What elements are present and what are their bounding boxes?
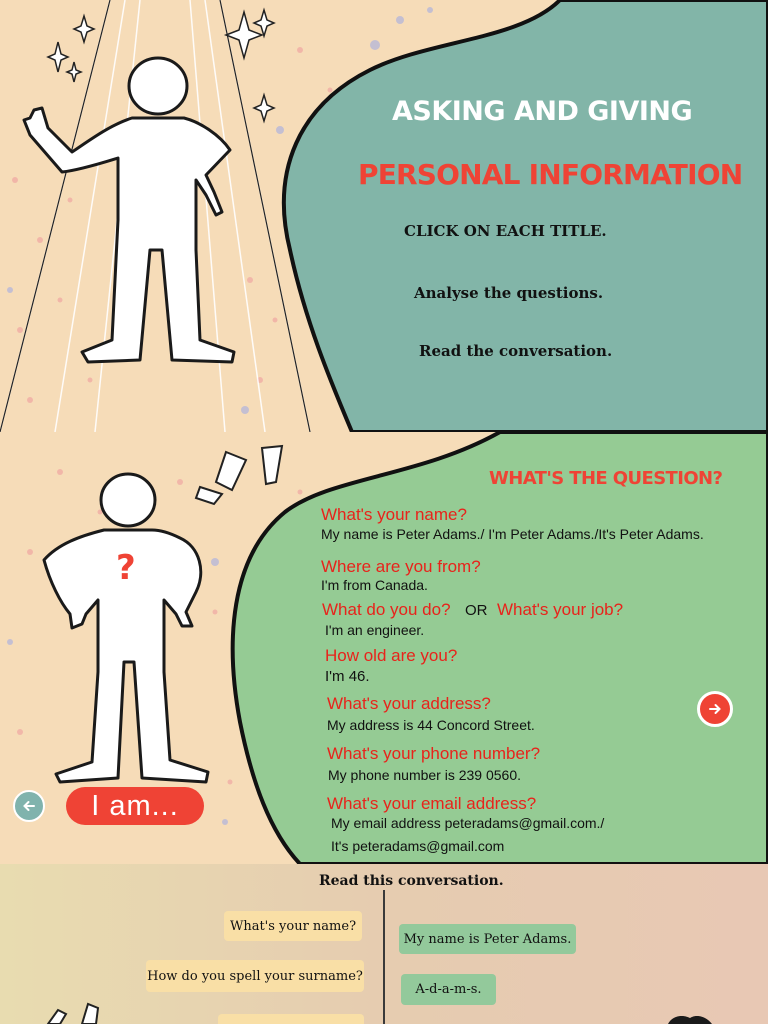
question-from: Where are you from?: [321, 557, 481, 576]
chat-bubble-left-2: How do you spell your surname?: [146, 960, 364, 992]
answer-name: My name is Peter Adams./ I'm Peter Adams./It's Peter Adams.: [321, 526, 704, 542]
question-age: How old are you?: [325, 646, 458, 665]
chat-bubble-right-2: A-d-a-m-s.: [401, 974, 496, 1005]
question-email: What's your email address?: [327, 794, 537, 813]
chat-bubble-left-1: What's your name?: [224, 911, 362, 941]
chat-bubble-left-3: [218, 1014, 364, 1024]
conversation-title: Read this conversation.: [319, 873, 504, 889]
answer-from: I'm from Canada.: [321, 577, 428, 593]
confused-person-figure: [44, 474, 208, 782]
link-analyse-questions[interactable]: Analyse the questions.: [414, 284, 604, 302]
link-read-conversation[interactable]: Read the conversation.: [419, 342, 613, 360]
question-mark-label: ?: [116, 548, 136, 588]
answer-email-alt: It's peteradams@gmail.com: [331, 838, 505, 854]
instruction-click-title[interactable]: CLICK ON EACH TITLE.: [404, 222, 607, 240]
answer-job: I'm an engineer.: [325, 622, 425, 638]
question-address: What's your address?: [327, 694, 491, 713]
back-button[interactable]: [13, 790, 45, 822]
question-phone: What's your phone number?: [327, 744, 541, 763]
question-name: What's your name?: [321, 505, 467, 524]
whats-the-question-heading: WHAT'S THE QUESTION?: [489, 468, 723, 489]
chat-bubble-right-1: My name is Peter Adams.: [399, 924, 576, 954]
question-job: What's your job?: [497, 600, 624, 619]
arrow-left-icon: [21, 798, 37, 814]
arrow-right-icon: [707, 701, 723, 717]
slide-intro-background: [0, 0, 768, 432]
i-am-button[interactable]: I am...: [66, 787, 204, 825]
slide-intro: [0, 0, 768, 432]
exclamation-strokes-icon: [196, 446, 282, 504]
answer-age: I'm 46.: [325, 668, 370, 685]
title-personal-information[interactable]: PERSONAL INFORMATION: [358, 158, 743, 191]
or-label: OR: [465, 602, 488, 619]
answer-email: My email address peteradams@gmail.com./: [331, 815, 605, 831]
next-button[interactable]: [697, 691, 733, 727]
answer-phone: My phone number is 239 0560.: [328, 767, 522, 783]
question-do: What do you do?: [322, 600, 451, 619]
conversation-divider: [383, 890, 385, 1024]
answer-address: My address is 44 Concord Street.: [327, 717, 535, 733]
title-asking-and-giving[interactable]: ASKING AND GIVING: [392, 96, 693, 127]
